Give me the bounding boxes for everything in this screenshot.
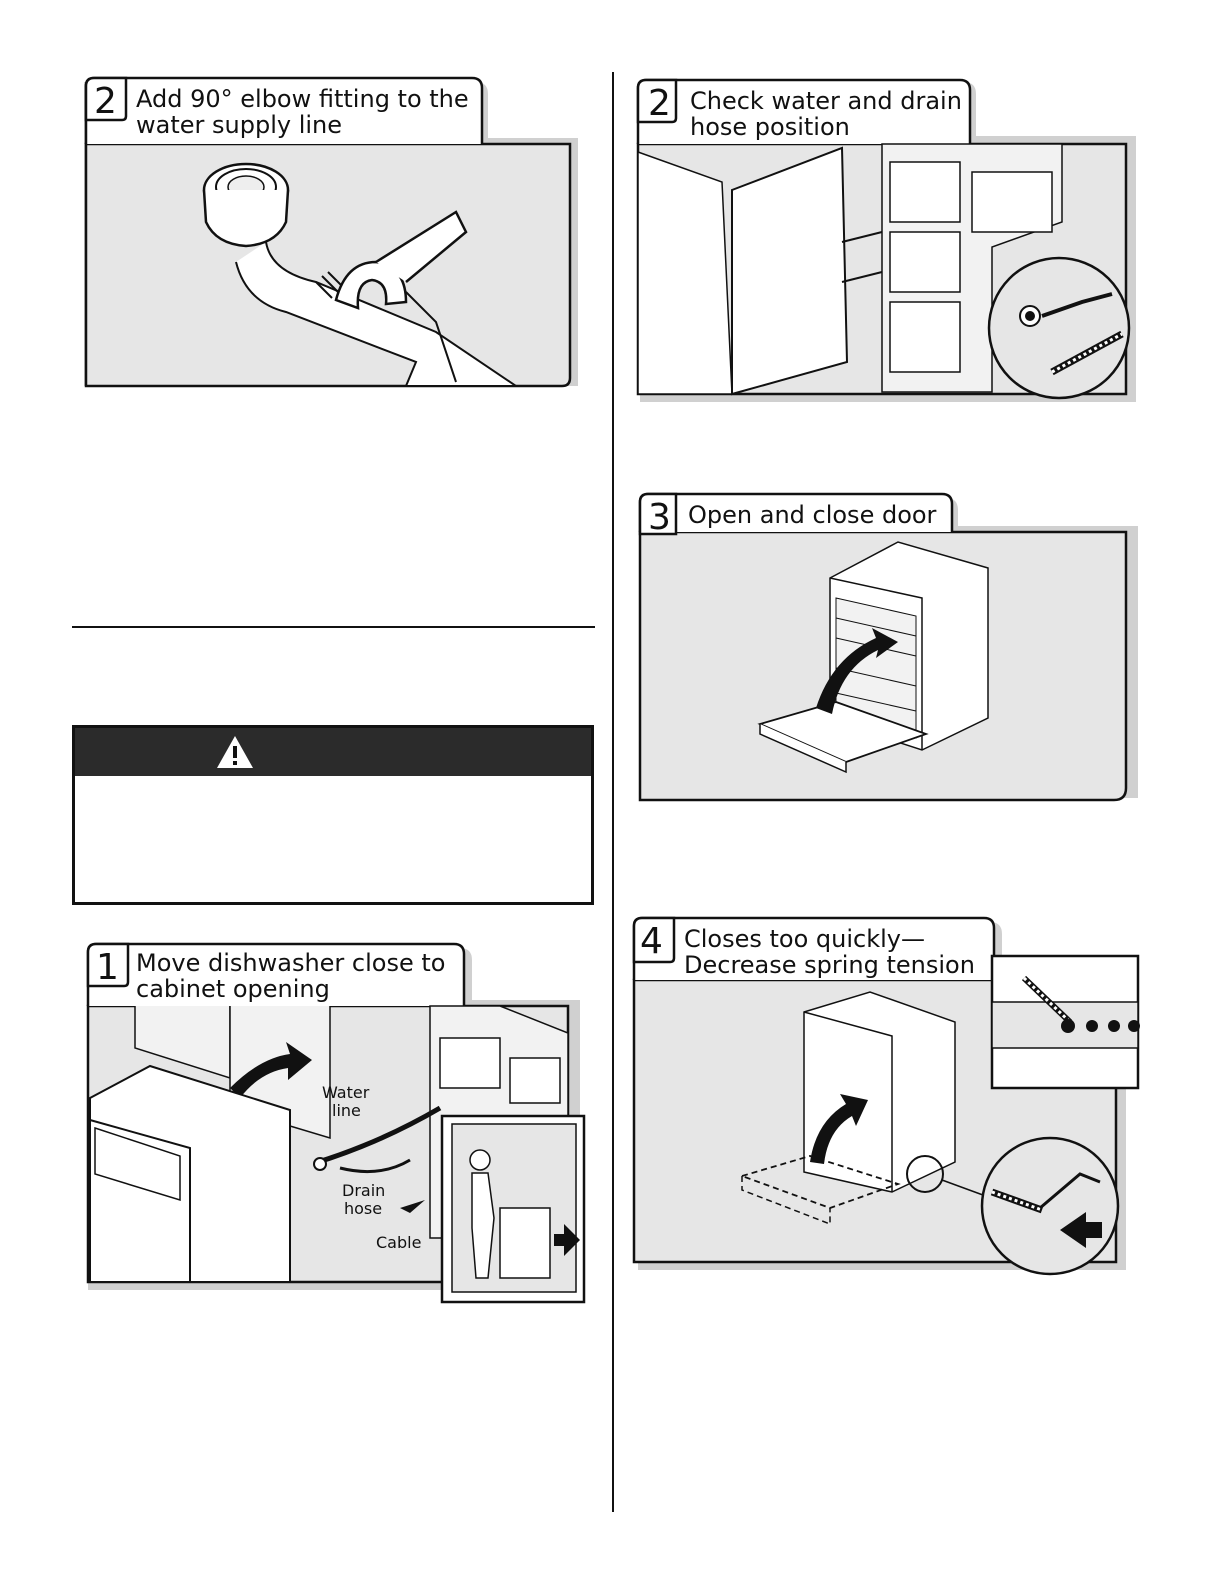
step-title-line1: Check water and drain (690, 87, 962, 115)
step-number: 1 (96, 947, 119, 988)
step-panel-elbow-fitting (76, 72, 588, 394)
step-title-line1: Add 90° elbow fitting to the (136, 85, 469, 113)
water-line-label-1: Water (322, 1083, 370, 1102)
drain-hose-label-2: hose (344, 1199, 383, 1218)
step-number: 2 (94, 81, 117, 122)
warning-box (72, 725, 594, 905)
step-title-line2: cabinet opening (136, 975, 330, 1003)
step-number: 3 (648, 497, 671, 538)
step-panel-open-close-door (636, 488, 1148, 806)
open-close-door-illustration (636, 488, 1148, 806)
step-panel-check-hoses (632, 72, 1144, 412)
step-panel-move-dishwasher (80, 938, 592, 1314)
column-divider (612, 72, 614, 1512)
cable-label: Cable (376, 1233, 422, 1252)
step-title-line1: Closes too quickly— (684, 925, 925, 953)
step-panel-spring-tension (630, 912, 1150, 1342)
step-title-line1: Move dishwasher close to (136, 949, 446, 977)
warning-header (75, 728, 591, 776)
step-title-line2: hose position (690, 113, 850, 141)
step-number: 2 (648, 83, 671, 124)
step-number: 4 (640, 921, 663, 962)
water-line-label-2: line (332, 1101, 361, 1120)
section-divider (72, 626, 595, 628)
drain-hose-label-1: Drain (342, 1181, 386, 1200)
step-title-line1: Open and close door (688, 501, 937, 529)
warning-triangle-icon (215, 734, 255, 770)
step-title-line2: water supply line (136, 111, 343, 139)
step-title-line2: Decrease spring tension (684, 951, 975, 979)
